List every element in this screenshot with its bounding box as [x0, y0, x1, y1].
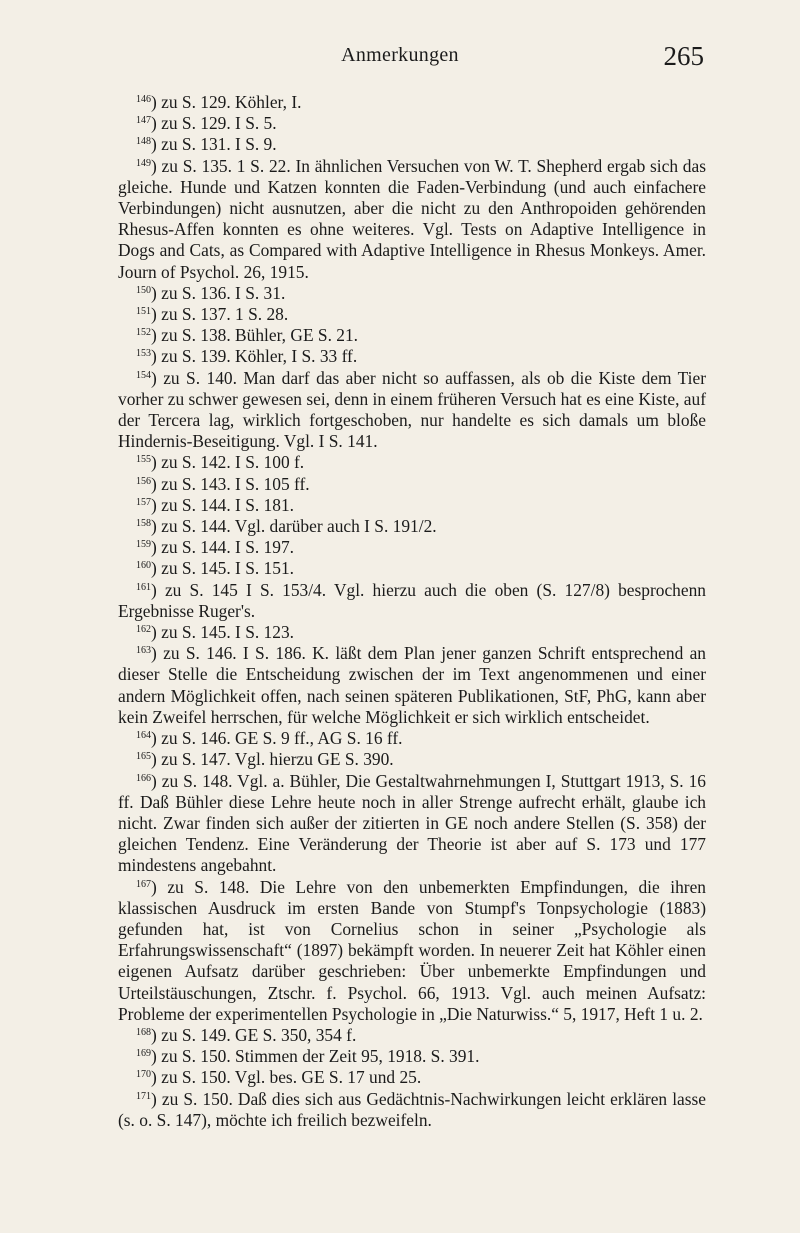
- footnote: [118, 92, 706, 113]
- footnote: [118, 113, 706, 134]
- footnote: [118, 368, 706, 453]
- footnote-number: 171: [136, 1090, 151, 1102]
- footnote-number: 149: [136, 157, 151, 169]
- footnote-number: 147: [136, 115, 151, 127]
- footnote: [118, 452, 706, 473]
- footnote: [118, 346, 706, 367]
- footnote-number: 148: [136, 136, 151, 148]
- footnote: [118, 558, 706, 579]
- footnote-text: ) zu S. 145. I S. 151.: [151, 558, 294, 579]
- footnote-text: ) zu S. 136. I S. 31.: [151, 282, 286, 303]
- footnote-text: ) zu S. 144. I S. 181.: [151, 494, 294, 515]
- footnote: [118, 1089, 706, 1131]
- footnote-number: 167: [136, 878, 151, 890]
- footnote: [118, 156, 706, 283]
- footnote-text: ) zu S. 144. I S. 197.: [151, 537, 294, 558]
- footnote-text: ) zu S. 148. Vgl. a. Bühler, Die Gestaltwahrnehmungen I, Stuttgart 1913, S. 16 ff. Daß Bühler diese Lehre heute noch in aller Strenge aufrecht erhält, glaube ich nicht. Zwar finden sich außer der zitierten in GE noch andere Stellen (S. 358) der gleichen Tendenz. Eine Veränderung der Theorie ist aber auf S. 173 und 177 mindestens angebahnt.: [118, 770, 706, 876]
- footnote: [118, 134, 706, 155]
- footnote-number: 166: [136, 772, 151, 784]
- footnote-number: 154: [136, 369, 151, 381]
- footnote-number: 151: [136, 306, 151, 318]
- footnote-number: 152: [136, 327, 151, 339]
- footnote-text: ) zu S. 129. Köhler, I.: [151, 92, 302, 112]
- footnote-number: 165: [136, 751, 151, 763]
- footnote-number: 169: [136, 1048, 151, 1060]
- footnote-number: 156: [136, 475, 151, 487]
- footnote-number: 158: [136, 518, 151, 530]
- footnote-text: ) zu S. 145 I S. 153/4. Vgl. hierzu auch die oben (S. 127/8) besprochenn Ergebnisse Ruger's.: [118, 579, 706, 621]
- footnote-text: ) zu S. 144. Vgl. darüber auch I S. 191/2.: [151, 516, 437, 537]
- footnote-text: ) zu S. 147. Vgl. hierzu GE S. 390.: [151, 749, 394, 770]
- footnote-number: 160: [136, 560, 151, 572]
- footnote-text: ) zu S. 150. Vgl. bes. GE S. 17 und 25.: [151, 1067, 422, 1088]
- footnote-text: ) zu S. 143. I S. 105 ff.: [151, 473, 310, 494]
- footnote-text: ) zu S. 148. Die Lehre von den unbemerkten Empfindungen, die ihren klassischen Ausdruck im ersten Bande von Stumpf's Tonpsychologie (1883) gefunden hat, ist von Cornelius schon in seiner „Psychologie als Erfahrungswissenschaft“ (1897) bekämpft worden. In neuerer Zeit hat Köhler einen eigenen Aufsatz darüber geschrieben: Über unbemerkte Empfindungen und Urteilstäuschungen, Ztschr. f. Psychol. 66, 1913. Vgl. auch meinen Aufsatz: Probleme der experimentellen Psychologie in „Die Naturwiss.“ 5, 1917, Heft 1 u. 2.: [118, 876, 706, 1024]
- footnote-text: ) zu S. 138. Bühler, GE S. 21.: [151, 325, 359, 346]
- footnote-number: 146: [136, 94, 151, 105]
- footnote-number: 157: [136, 496, 151, 508]
- page-number: 265: [663, 41, 704, 71]
- footnote-number: 162: [136, 624, 151, 636]
- footnote: [118, 622, 706, 643]
- footnote-number: 161: [136, 581, 151, 593]
- footnote-number: 168: [136, 1026, 151, 1038]
- footnote-number: 163: [136, 645, 151, 657]
- footnote-text: ) zu S. 145. I S. 123.: [151, 622, 294, 643]
- footnote-text: ) zu S. 135. 1 S. 22. In ähnlichen Versuchen von W. T. Shepherd ergab sich das gleiche. Hunde und Katzen konnten die Faden-Verbindung (und auch einfachere Verbindungen) nicht ausnutzen, aber die nicht zu den Anthropoiden gehörenden Rhesus-Affen konnten es ohne weiteres. Vgl. Tests on Adaptive Intelligence in Dogs and Cats, as Compared with Adaptive Intelligence in Rhesus Monkeys. Amer. Journ of Psychol. 26, 1915.: [118, 155, 706, 282]
- footnote: [118, 325, 706, 346]
- footnote-text: ) zu S. 150. Daß dies sich aus Gedächtnis-Nachwirkungen leicht erklären lasse (s. o. S. 147), möchte ich freilich bezweifeln.: [118, 1088, 706, 1130]
- footnote-text: ) zu S. 131. I S. 9.: [151, 134, 277, 155]
- footnote-text: ) zu S. 139. Köhler, I S. 33 ff.: [151, 346, 358, 367]
- running-header: Anmerkungen: [341, 44, 459, 66]
- footnote: [118, 1025, 706, 1046]
- footnote: [118, 516, 706, 537]
- footnote-list: [118, 92, 706, 1131]
- footnote: [118, 643, 706, 728]
- footnote: [118, 304, 706, 325]
- footnote-number: 150: [136, 284, 151, 296]
- footnote: [118, 474, 706, 495]
- footnote: [118, 771, 706, 877]
- footnote: [118, 537, 706, 558]
- footnote-number: 159: [136, 539, 151, 551]
- footnote-text: ) zu S. 150. Stimmen der Zeit 95, 1918. S. 391.: [151, 1046, 480, 1067]
- footnote: [118, 728, 706, 749]
- footnote-number: 164: [136, 730, 151, 742]
- footnote-text: ) zu S. 146. GE S. 9 ff., AG S. 16 ff.: [151, 728, 403, 749]
- footnote: [118, 877, 706, 1025]
- footnote: [118, 495, 706, 516]
- footnote: [118, 1046, 706, 1067]
- footnote-number: 155: [136, 454, 151, 466]
- footnote-text: ) zu S. 137. 1 S. 28.: [151, 304, 289, 325]
- footnote-text: ) zu S. 142. I S. 100 f.: [151, 452, 305, 473]
- footnote-number: 170: [136, 1069, 151, 1081]
- footnote-text: ) zu S. 146. I S. 186. K. läßt dem Plan jener ganzen Schrift entsprechend an dieser Stelle die Entscheidung zwischen der im Text angenommenen und einer andern Möglichkeit offen, nach seinen späteren Publikationen, StF, PhG, kann aber kein Zweifel herrschen, für welche Möglichkeit er sich wirklich entscheidet.: [118, 643, 706, 727]
- footnote-text: ) zu S. 149. GE S. 350, 354 f.: [151, 1024, 357, 1045]
- footnote-text: ) zu S. 140. Man darf das aber nicht so auffassen, als ob die Kiste dem Tier vorher zu schwer gewesen sei, denn in einem früheren Versuch hat es eine Kiste, auf der Tercera lag, wirklich fortgeschoben, nur handelte es sich damals um bloße Hindernis-Beseitigung. Vgl. I S. 141.: [118, 367, 706, 452]
- footnote: [118, 749, 706, 770]
- footnote: [118, 580, 706, 622]
- footnote-text: ) zu S. 129. I S. 5.: [151, 113, 277, 134]
- footnote-number: 153: [136, 348, 151, 360]
- footnote: [118, 283, 706, 304]
- footnote: [118, 1067, 706, 1088]
